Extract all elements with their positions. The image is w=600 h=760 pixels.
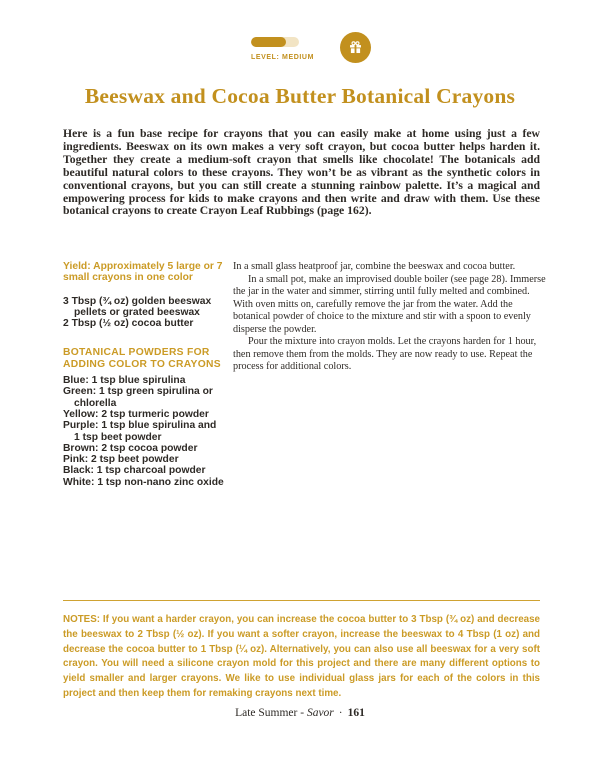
intro-paragraph: Here is a fun base recipe for crayons that you can easily make at home using just a few ingredients. Beeswax on its own makes a very soft crayon, but cocoa butter helps harden it. Together they create a medium-soft crayon that smells like chocolate! The botanicals add beautiful natural colors to these crayons. They won’t be as vibrant as the synthetic colors in conventional crayons, but you can still create a stunning rainbow palette. It’s a magical and empowering process for kids to make crayons and then write and draw with them. Use these botanical crayons to create Crayon Leaf Rubbings (page 162). [63,127,540,218]
powders-heading: BOTANICAL POWDERS FOR ADDING COLOR TO CRAYONS [63,347,221,370]
powder-item: Pink: 2 tsp beet powder [63,454,179,466]
powder-item: Purple: 1 tsp blue spirulina and 1 tsp beet powder [63,420,217,443]
instruction-paragraph: In a small glass heatproof jar, combine the beeswax and cocoa butter. [233,261,516,272]
page-footer [0,707,600,719]
powder-item: Brown: 2 tsp cocoa powder [63,442,198,454]
instruction-paragraph: Pour the mixture into crayon molds. Let the crayons harden for 1 hour, then remove them from the molds. They are now ready to use. Repeat the process for additional colors. [233,336,537,372]
footer-separator: · [338,707,343,719]
difficulty-header [11,32,600,63]
notes-section [63,600,540,702]
difficulty-label: LEVEL: MEDIUM [250,54,315,61]
footer-page-number: 161 [347,707,365,719]
powder-list [63,375,224,488]
instructions [233,261,547,374]
instruction-paragraph: In a small pot, make an improvised double boiler (see page 28). Immerse the jar in the water and simmer, stirring until fully melted and combined. With oven mitts on, carefully remove the jar from the water. Add the botanical powder of choice to the mixture and stir with a spoon to evenly disperse the powder. [233,273,546,335]
powder-item: White: 1 tsp non-nano zinc oxide [63,476,224,488]
powder-item: Green: 1 tsp green spirulina or chlorella [63,386,213,409]
powder-item: Blue: 1 tsp blue spirulina [63,375,186,387]
ingredient-list [63,296,224,330]
powder-item: Yellow: 2 tsp turmeric powder [63,408,209,420]
page-title: Beeswax and Cocoa Butter Botanical Crayons [84,84,516,108]
notes-text: If you want a harder crayon, you can increase the cocoa butter to 3 Tbsp (¾ oz) and decrease the beeswax to 2 Tbsp (½ oz). If you want a softer crayon, increase the beeswax to 4 Tbsp (1 oz) and decrease the cocoa butter to 1 Tbsp (¼ oz). Alternatively, you can also use all beeswax for a very soft crayon. You will need a silicone crayon mold for this project and there are many different options to yield smaller and larger crayons. We like to use individual glass jars for each of the colors in this project and then keep them for remaking crayons next time. [63,614,540,699]
yield-note: Yield: Approximately 5 large or 7 small crayons in one color [63,261,223,284]
footer-season: Late Summer - [235,707,307,719]
difficulty-meter-fill [251,37,286,47]
recipe-body [63,261,547,488]
difficulty-meter [251,37,299,47]
ingredient-item: 3 Tbsp (¾ oz) golden beeswax pellets or grated beeswax [63,295,212,318]
difficulty-meter-block [251,32,314,61]
powder-item: Black: 1 tsp charcoal powder [63,465,206,477]
project-badge [340,32,371,63]
ingredients-sidebar [63,261,224,488]
gift-icon [347,39,364,56]
ingredient-item: 2 Tbsp (½ oz) cocoa butter [63,318,194,330]
footer-book-title: Savor [306,707,334,719]
notes-label: NOTES: [63,614,101,625]
